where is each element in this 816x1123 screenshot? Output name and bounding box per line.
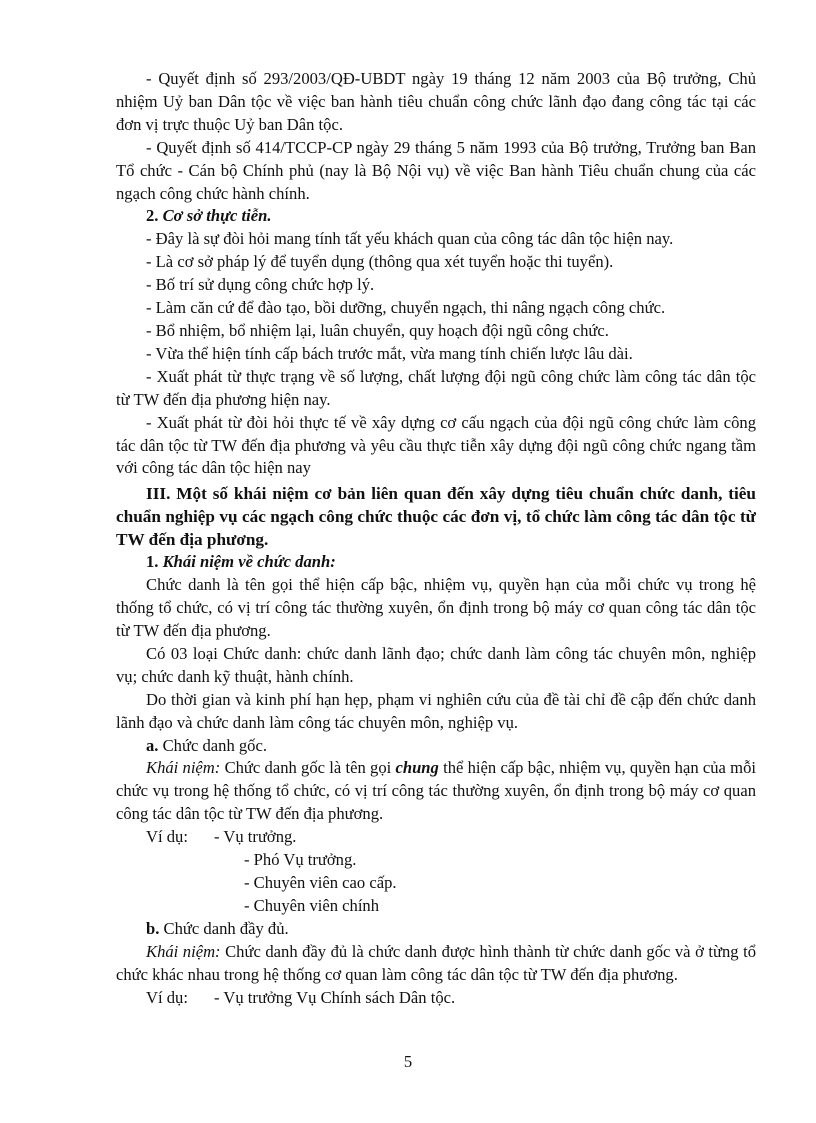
legal-item-2: - Quyết định số 414/TCCP-CP ngày 29 tháng 5 năm 1993 của Bộ trưởng, Trưởng ban Ban Tổ chức - Cán bộ Chính phủ (nay là Bộ Nội vụ) về việc Ban hành Tiêu chuẩn chung của các ngạch công chức hành chính. [116,137,756,203]
part-b-example-label: Ví dụ: [146,987,188,1007]
section-2-number: 2. [146,206,159,226]
part-a-concept [116,757,756,826]
part-a-concept-pre: Chức danh gốc là tên gọi [220,758,396,778]
part-a-heading [116,735,756,758]
part-b-title: Chức danh đầy đủ. [163,918,289,938]
section-3-heading: III. Một số khái niệm cơ bản liên quan đến xây dựng tiêu chuẩn chức danh, tiêu chuẩn nghiệp vụ các ngạch công chức thuộc các đơn vị, tổ chức làm công tác dân tộc từ TW đến địa phương. [116,484,756,550]
part-a-example-row [116,826,756,849]
part-a-title: Chức danh gốc. [162,735,267,755]
section-2-item: - Bổ nhiệm, bổ nhiệm lại, luân chuyển, quy hoạch đội ngũ công chức. [146,320,609,340]
part-a-example-item: - Chuyên viên cao cấp. [244,873,397,892]
section-2-heading [116,205,756,228]
part-a-example-label: Ví dụ: [146,827,188,847]
sub-1-heading [116,551,756,574]
legal-item-1: - Quyết định số 293/2003/QĐ-UBDT ngày 19 tháng 12 năm 2003 của Bộ trưởng, Chủ nhiệm Uỷ ban Dân tộc về việc ban hành tiêu chuẩn công chức lãnh đạo đang công tác tại các đơn vị trực thuộc Uỷ ban Dân tộc. [116,69,756,134]
part-b-example-row [116,987,756,1010]
part-a-letter: a. [146,735,159,755]
section-2-title: Cơ sở thực tiễn. [162,206,272,226]
section-2-item: - Vừa thể hiện tính cấp bách trước mắt, vừa mang tính chiến lược lâu dài. [146,343,633,363]
part-b-concept [116,941,756,987]
section-2-item: - Đây là sự đòi hỏi mang tính tất yếu khách quan của công tác dân tộc hiện nay. [146,229,674,249]
part-a-example-item: - Phó Vụ trưởng. [244,850,357,870]
part-b-example-item: - Vụ trưởng Vụ Chính sách Dân tộc. [214,987,456,1007]
sub-1-paragraph: Chức danh là tên gọi thể hiện cấp bậc, nhiệm vụ, quyền hạn của mỗi chức vụ trong hệ thống tổ chức, có vị trí công tác thường xuyên, ổn định trong bộ máy cơ quan công tác dân tộc từ TW đến địa phương. [116,575,756,641]
sub-1-title: Khái niệm về chức danh: [162,552,336,572]
part-b-concept-text: Chức danh đầy đủ là chức danh được hình thành từ chức danh gốc và ở từng tổ chức khác nhau trong hệ thống cơ quan làm công tác dân tộc từ TW đến địa phương. [116,941,757,984]
section-2-item: - Xuất phát từ đòi hỏi thực tế về xây dựng cơ cấu ngạch của đội ngũ công chức làm công tác dân tộc từ TW đến địa phương và yêu cầu thực tiễn xây dựng đội ngũ công chức ngang tầm với công tác dân tộc hiện nay [116,412,756,478]
document-page [116,68,756,1009]
sub-1-number: 1. [146,552,159,572]
part-a-example-item: - Chuyên viên chính [244,895,380,915]
section-2-item: - Là cơ sở pháp lý để tuyển dụng (thông qua xét tuyển hoặc thi tuyển). [146,252,614,272]
sub-1-paragraph: Do thời gian và kinh phí hạn hẹp, phạm vi nghiên cứu của đề tài chỉ đề cập đến chức danh lãnh đạo và chức danh làm công tác chuyên môn, nghiệp vụ. [116,689,756,732]
part-b-heading [116,918,756,941]
part-a-concept-post: thể hiện cấp bậc, nhiệm vụ, quyền hạn của mỗi chức vụ trong hệ thống tổ chức, có vị trí công tác thường xuyên, ổn định trong bộ máy cơ quan công tác dân tộc từ TW đến địa phương. [116,758,756,824]
part-b-concept-label: Khái niệm: [146,941,221,961]
part-a-example-item: - Vụ trưởng. [214,827,297,847]
sub-1-paragraph: Có 03 loại Chức danh: chức danh lãnh đạo; chức danh làm công tác chuyên môn, nghiệp vụ; chức danh kỹ thuật, hành chính. [116,643,756,686]
section-2-item: - Bố trí sử dụng công chức hợp lý. [146,275,375,295]
section-2-item: - Làm căn cứ để đào tạo, bồi dưỡng, chuyển ngạch, thi nâng ngạch công chức. [146,298,666,318]
part-a-concept-label: Khái niệm: [146,758,221,778]
page-number: 5 [403,1052,413,1071]
section-2-item: - Xuất phát từ thực trạng về số lượng, chất lượng đội ngũ công chức làm công tác dân tộc từ TW đến địa phương hiện nay. [116,366,756,409]
part-b-letter: b. [146,918,160,938]
part-a-concept-emphasis: chung [395,758,439,778]
